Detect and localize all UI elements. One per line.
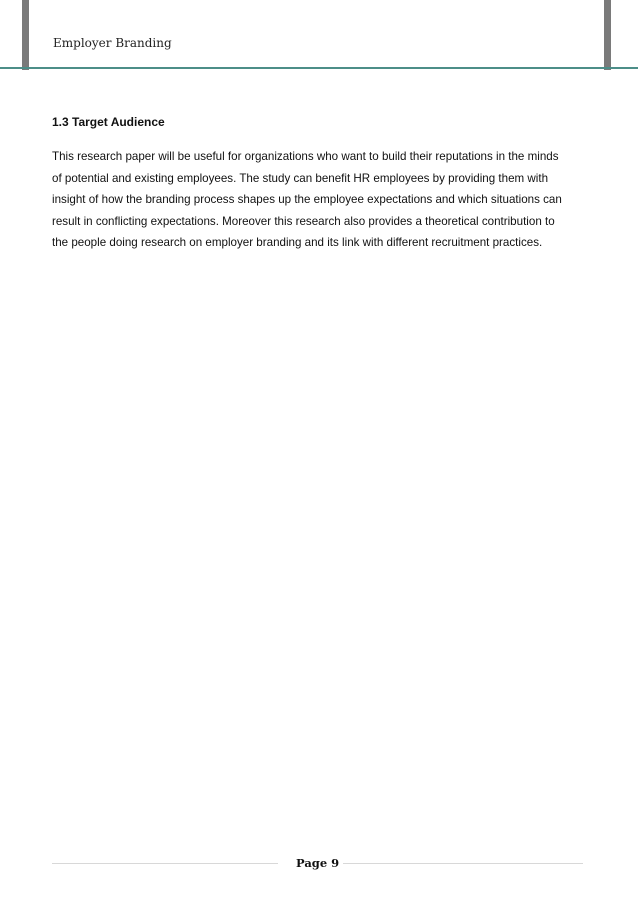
header-left-bar [22, 0, 29, 70]
paragraph-line: This research paper will be useful for organizations who want to build their reputations in the minds [52, 150, 559, 163]
paragraph-line: insight of how the branding process shapes up the employee expectations and which situations can [52, 193, 562, 206]
running-header-title: Employer Branding [53, 36, 172, 50]
paragraph-line: result in conflicting expectations. Moreover this research also provides a theoretical contribution to [52, 214, 555, 228]
paragraph-line: the people doing research on employer branding and its link with different recruitment practices. [52, 236, 543, 249]
body-paragraph [52, 146, 592, 254]
footer-rule-right [343, 863, 583, 864]
section-heading: 1.3 Target Audience [52, 115, 165, 129]
footer-rule-left [52, 863, 278, 864]
page-number: Page 9 [296, 856, 340, 870]
header-divider [0, 67, 638, 69]
header-right-bar [604, 0, 611, 70]
paragraph-line: of potential and existing employees. The study can benefit HR employees by providing them with [52, 171, 549, 185]
